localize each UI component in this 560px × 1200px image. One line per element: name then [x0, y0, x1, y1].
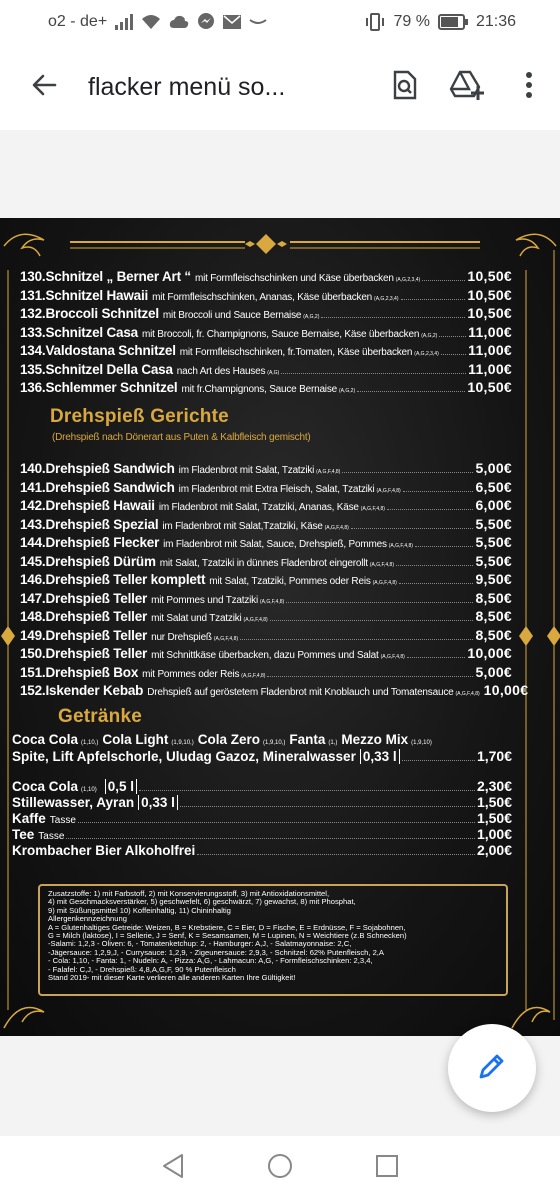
system-nav-bar: [0, 1136, 560, 1200]
status-bar: [0, 0, 560, 44]
more-vert-icon: [525, 71, 533, 104]
allergen-line: 9) mit Süßungsmittel 10) Koffeinhaltig, 11) Chininhaltig: [48, 905, 231, 915]
allergen-line: G = Milch (laktose), I = Sellerie, J = Senf, K = Sesamsamen, M = Lupinen, N = Weichtiere (z.B Schnecken): [48, 931, 407, 941]
menu-item: 150.Drehspieß Teller mit Schnittkäse überbacken, dazu Pommes und Salat (A,G,F,4,8) 10,00€: [20, 645, 512, 661]
menu-item: 133.Schnitzel Casa mit Broccoli, fr. Champignons, Sauce Bernaise, Käse überbacken (A,G,2) 11,00€: [20, 323, 512, 340]
search-document-icon: [392, 70, 418, 105]
allergen-line: -Jägersauce: 1,2,9,J, - Currysauce: 1,2,9, - Zigeunersauce: 2,9,3, - Schnitzel: 62% Putenfleisch, 2,A: [48, 947, 384, 957]
section-title-drehspiess: Drehspieß Gerichte: [50, 406, 229, 427]
menu-item: 148.Drehspieß Teller mit Salat und Tzatziki (A,G,F,4,8) 8,50€: [20, 608, 512, 624]
allergen-line: Allergenkennzeichnung: [48, 914, 127, 924]
signal-icon: [115, 14, 133, 30]
add-to-drive-icon: [450, 70, 484, 105]
mail-icon: [223, 15, 241, 29]
menu-item: 145.Drehspieß Dürüm mit Salat, Tzatziki in dünnes Fladenbrot eingerollt (A,G,F,4,8) 5,50€: [20, 552, 512, 569]
add-to-drive-button[interactable]: [436, 44, 498, 130]
viewer-background-top: [0, 130, 560, 218]
document-title: flacker menü so...: [88, 72, 286, 101]
nav-back-icon: [161, 1153, 185, 1184]
cloud-icon: [169, 15, 189, 29]
back-button[interactable]: [0, 44, 88, 130]
battery-icon: [438, 14, 468, 30]
more-notification-icon: [249, 18, 267, 26]
more-options-button[interactable]: [498, 44, 560, 130]
vibrate-icon: [365, 13, 385, 31]
allergen-line: - Falafel: C,J, - Drehspieß: 4,8,A,G,F, 90 % Putenfleisch: [48, 964, 236, 974]
menu-item: 149.Drehspieß Teller nur Drehspieß (A,G,F,4,8) 8,50€: [20, 626, 512, 643]
menu-item: 142.Drehspieß Hawaii im Fladenbrot mit Salat, Tzatziki, Ananas, Käse (A,G,F,4,8) 6,00€: [20, 497, 512, 513]
menu-item: 136.Schlemmer Schnitzel mit fr.Champignons, Sauce Bernaise (A,G,2) 10,50€: [20, 379, 512, 395]
nav-recents-button[interactable]: [357, 1138, 417, 1198]
menu-item: 147.Drehspieß Teller mit Pommes und Tzatziki (A,G,F,4,8) 8,50€: [20, 589, 512, 606]
menu-item: 152.Iskender Kebab Drehspieß auf geröstetem Fladenbrot mit Knoblauch und Tomatensauce (A,G,F,4,8) 10,00€: [20, 682, 529, 698]
menu-item: 151.Drehspieß Box mit Pommes oder Reis (A,G,F,4,8) 5,00€: [20, 663, 512, 680]
menu-item: 141.Drehspieß Sandwich im Fladenbrot mit Extra Fleisch, Salat, Tzatziki (A,G,F,4,8) 6,50€: [20, 478, 512, 495]
menu-item: 146.Drehspieß Teller komplett mit Salat, Tzatziki, Pommes oder Reis (A,G,F,4,8) 9,50€: [20, 571, 512, 587]
drink-item: Stillewasser, Ayran 0,33 l 1,50€: [12, 794, 512, 810]
allergen-line: Zusatzstoffe: 1) mit Farbstoff, 2) mit Konservierungsstoff, 3) mit Antioxidationsmittel,: [48, 889, 330, 898]
allergen-info-box: [38, 884, 508, 996]
clock: 21:36: [475, 13, 516, 30]
carrier-label: o2 - de+: [48, 13, 108, 30]
nav-home-button[interactable]: [250, 1138, 310, 1198]
menu-item: 140.Drehspieß Sandwich im Fladenbrot mit Salat, Tzatziki (A,G,F,4,8) 5,00€: [20, 460, 512, 476]
drink-item: Tee Tasse 1,00€: [12, 826, 512, 842]
schnitzel-list: [20, 268, 512, 398]
drink-item: Krombacher Bier Alkoholfrei 2,00€: [12, 842, 512, 858]
drink-item: Kaffe Tasse 1,50€: [12, 810, 512, 826]
battery-percent: 79 %: [393, 13, 430, 30]
top-ornament: [0, 226, 560, 270]
section-subtitle-drehspiess: (Drehspieß nach Dönerart aus Puten & Kalbfleisch gemischt): [52, 432, 311, 443]
menu-page-image[interactable]: [0, 218, 560, 1036]
nav-back-button[interactable]: [143, 1138, 203, 1198]
allergen-line: -Salami: 1,2,3 - Oliven: 6, - Tomatenketchup: 2, - Hamburger: A,J, - Salatmayonnaise: 2,C,: [48, 939, 352, 949]
app-bar: [0, 44, 560, 130]
messenger-icon: [197, 13, 215, 31]
back-arrow-icon: [31, 72, 57, 103]
menu-item: 130.Schnitzel „ Berner Art “ mit Formfleischschinken und Käse überbacken (A,G,2,3,4) 10,50€: [20, 268, 512, 284]
drink-item: Coca Cola (1,10) 0,5 l 2,30€: [12, 778, 512, 794]
section-title-getraenke: Getränke: [58, 706, 142, 727]
nav-recents-icon: [375, 1154, 399, 1183]
allergen-line: A = Glutenhaltiges Getreide: Weizen, B = Krebstiere, C = Eier, D = Fische, E = Erdnüsse, F = Sojabohnen,: [48, 922, 406, 932]
drinks-list: [12, 732, 512, 858]
edit-fab-button[interactable]: [448, 1024, 536, 1112]
wifi-icon: [141, 14, 161, 30]
drehspiess-list: [20, 460, 529, 701]
menu-item: 135.Schnitzel Della Casa nach Art des Hauses (A,G) 11,00€: [20, 360, 512, 377]
menu-item: 134.Valdostana Schnitzel mit Formfleischschinken, fr.Tomaten, Käse überbacken (A,G,2,3,4) 11,00€: [20, 342, 512, 358]
menu-item: 144.Drehspieß Flecker im Fladenbrot mit Salat, Sauce, Drehspieß, Pommes (A,G,F,4,8) 5,50€: [20, 534, 512, 550]
menu-item: 131.Schnitzel Hawaii mit Formfleischschinken, Ananas, Käse überbacken (A,G,2,3,4) 10,50€: [20, 286, 512, 303]
drinks-softdrinks-row: Coca Cola (1,10,) Cola Light (1,9,10,) Cola Zero (1,9,10,) Fanta (1,) Mezzo Mix (1,9,10): [12, 732, 432, 747]
drinks-softdrinks-row-2: Spite, Lift Apfelschorle, Uludag Gazoz, Mineralwasser 0,33 l 1,70€: [12, 748, 512, 764]
edit-pencil-icon: [476, 1050, 508, 1087]
allergen-line: Stand 2019- mit dieser Karte verlieren alle anderen Karten Ihre Gültigkeit!: [48, 973, 296, 983]
nav-home-icon: [267, 1153, 293, 1184]
find-in-document-button[interactable]: [374, 44, 436, 130]
allergen-line: - Cola: 1,10, - Fanta: 1, - Nudeln: A, - Pizza: A,G, - Lahmacun: A,G, - Formfleischschinken: 2,3,4,: [48, 956, 373, 966]
menu-item: 143.Drehspieß Spezial im Fladenbrot mit Salat,Tzatziki, Käse (A,G,F,4,8) 5,50€: [20, 515, 512, 532]
left-border-ornament: [0, 230, 18, 1022]
right-border-ornament: [520, 230, 538, 1022]
menu-item: 132.Broccoli Schnitzel mit Broccoli und Sauce Bernaise (A,G,2) 10,50€: [20, 305, 512, 321]
allergen-line: 4) mit Geschmacksverstärker, 5) geschwefelt, 6) geschwärzt, 7) gewachst, 8) mit Phosphat,: [48, 897, 356, 907]
